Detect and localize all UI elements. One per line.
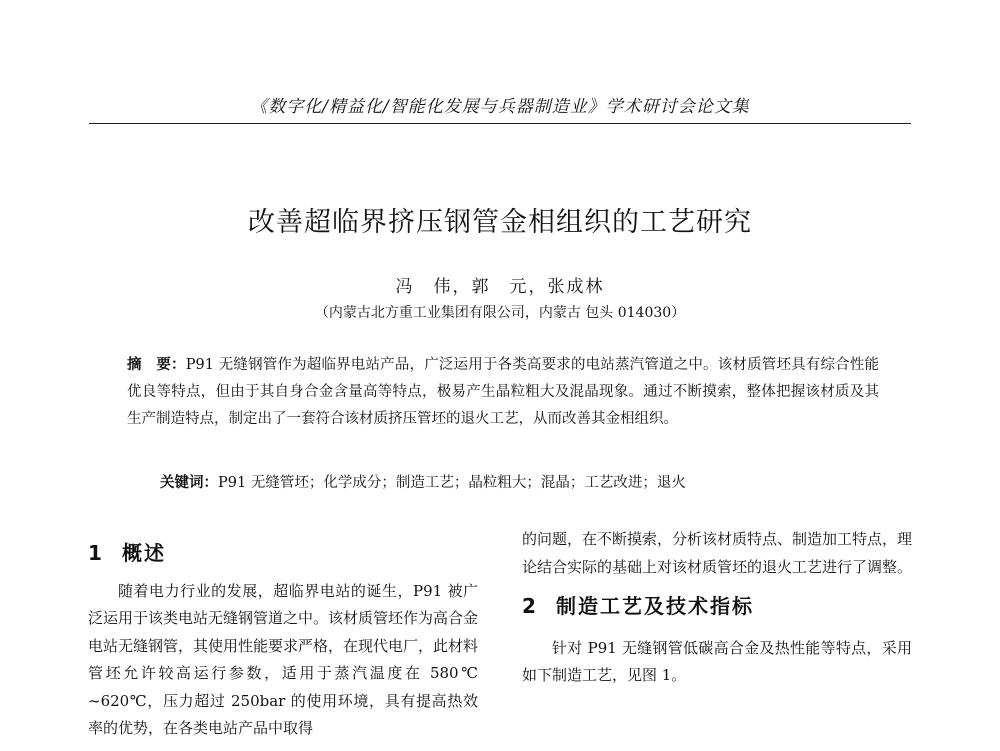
section-2-paragraph: 针对 P91 无缝钢管低碳高合金及热性能等特点，采用如下制造工艺，见图 1。 <box>522 638 912 684</box>
section-1-title: 概述 <box>122 541 166 565</box>
running-header: 《数字化/精益化/智能化发展与兵器制造业》学术研讨会论文集 <box>250 97 750 117</box>
abstract-label: 摘 要： <box>127 357 186 373</box>
header-rule <box>89 123 911 124</box>
section-2-number: 2 <box>522 594 538 618</box>
paper-title: 改善超临界挤压钢管金相组织的工艺研究 <box>248 207 752 238</box>
section-1-continued-paragraph: 的问题，在不断摸索，分析该材质特点、制造加工特点，理论结合实际的基础上对该材质管坯的退火工艺进行了调整。 <box>522 530 913 576</box>
keywords <box>160 470 880 497</box>
paper-authors: 冯 伟，郭 元，张成林 <box>395 277 605 297</box>
right-column <box>522 526 912 690</box>
section-2-title: 制造工艺及技术指标 <box>556 594 754 618</box>
abstract-text: P91 无缝钢管作为超临界电站产品，广泛运用于各类高要求的电站蒸汽管道之中。该材质管坯具有综合性能优良等特点，但由于其自身合金含量高等特点，极易产生晶粒粗大及混晶现象。通过不断摸索，整体把握该材质及其生产制造特点，制定出了一套符合该材质挤压管坯的退火工艺，从而改善其金相组织。 <box>127 357 880 427</box>
keywords-text: P91 无缝管坯；化学成分；制造工艺；晶粒粗大；混晶；工艺改进；退火 <box>218 475 686 491</box>
paper-affiliation: （内蒙古北方重工业集团有限公司，内蒙古 包头 014030） <box>314 305 686 321</box>
section-1-heading <box>88 540 478 568</box>
section-1-paragraph: 随着电力行业的发展，超临界电站的诞生，P91 被广泛运用于该类电站无缝钢管道之中。该材质管坯作为高合金电站无缝钢管，其使用性能要求严格，在现代电厂，此材料管坯允许较高运行参数，适用于蒸汽温度在 580℃ ~620℃，压力超过 250bar 的使用环境，具有提高热效率的优势，在各类电站产品中取得 <box>88 581 479 737</box>
section-1-number: 1 <box>88 541 104 565</box>
left-column <box>88 530 478 743</box>
abstract <box>127 352 879 433</box>
section-2-heading <box>522 593 912 621</box>
keywords-label: 关键词： <box>160 475 218 491</box>
